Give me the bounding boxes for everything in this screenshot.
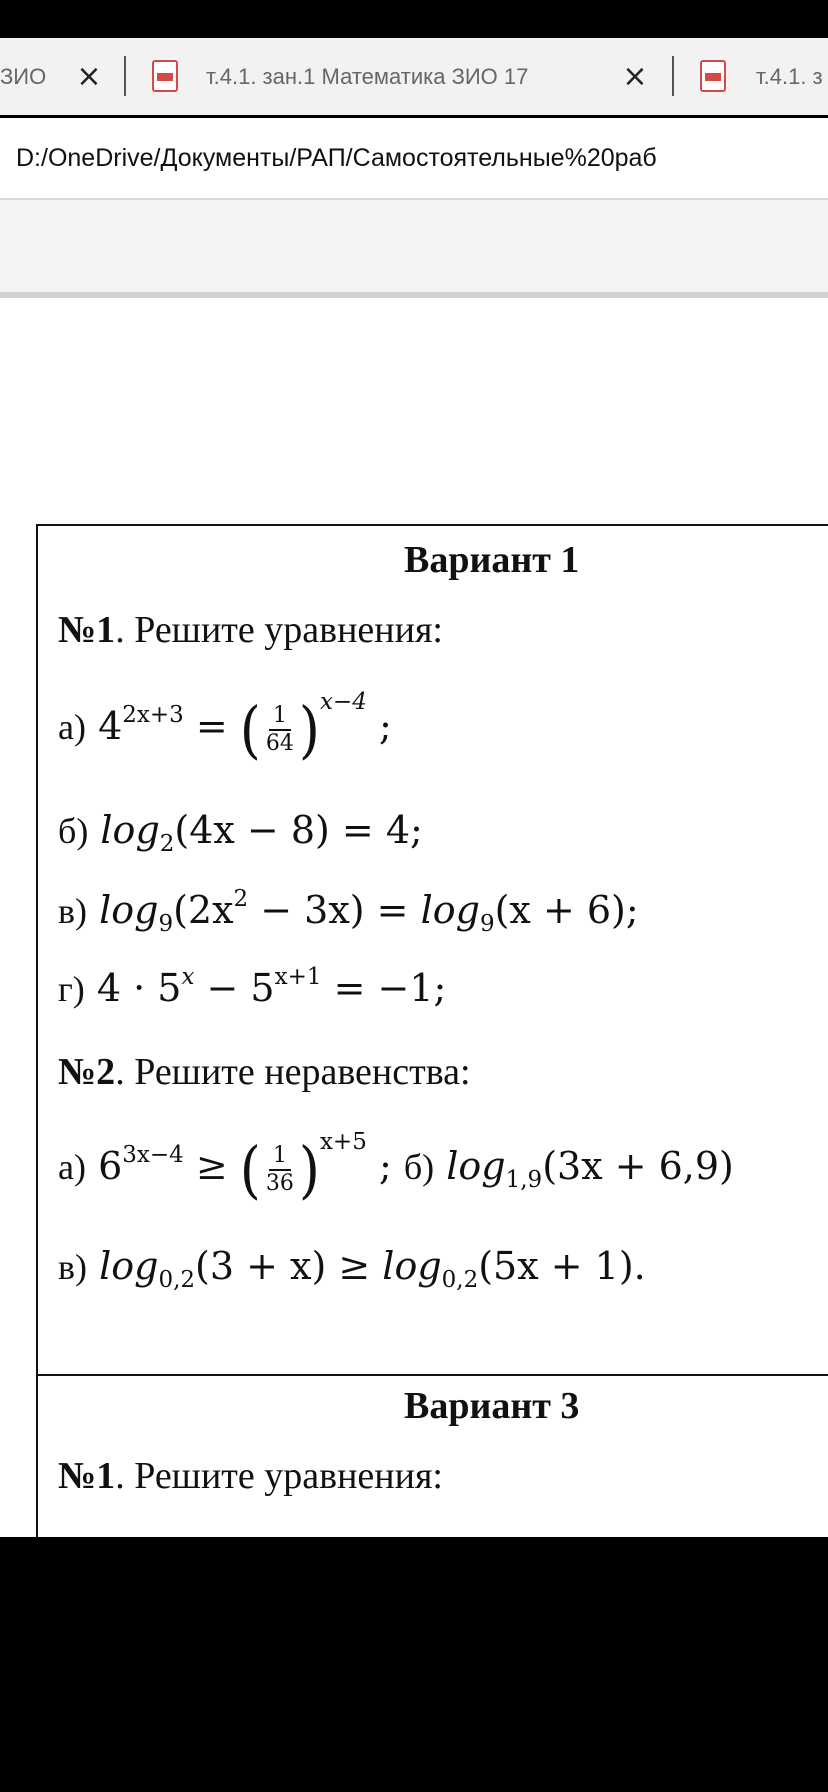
task-text: . Решите неравенства:: [115, 1051, 471, 1093]
item-label: г): [58, 969, 85, 1009]
item-label: а): [58, 707, 86, 747]
exponent: 3x−4: [122, 1141, 184, 1168]
semicolon: ;: [378, 1144, 392, 1188]
log-base: 2: [159, 831, 175, 858]
equals: =: [195, 704, 228, 748]
fraction: [262, 1143, 298, 1197]
expression: − 3x) =: [248, 888, 421, 932]
log-base: 9: [158, 911, 174, 938]
expression: (5x + 1).: [478, 1244, 646, 1288]
base: 6: [98, 1144, 123, 1188]
variant-3-title: Вариант 3: [404, 1385, 580, 1427]
task-number: №1: [58, 1455, 116, 1497]
denominator: 64: [265, 730, 294, 756]
address-text[interactable]: D:/OneDrive/Документы/РАП/Самостоятельные%20раб: [16, 144, 657, 172]
tab-1[interactable]: [0, 38, 46, 115]
log: log: [99, 1244, 159, 1288]
item-label: в): [58, 1247, 87, 1287]
item-label: б): [403, 1147, 435, 1187]
log-base: 9: [479, 911, 495, 938]
denominator: 36: [265, 1170, 294, 1196]
task-text: . Решите уравнения:: [115, 609, 443, 651]
expression: (2x: [173, 888, 234, 932]
expression: (x + 6);: [494, 888, 639, 932]
item-label: б): [58, 811, 89, 851]
equation-g: [58, 963, 447, 1010]
task-text: . Решите уравнения:: [115, 1455, 443, 1497]
pdf-icon: [700, 60, 726, 92]
variant-1-title: Вариант 1: [404, 539, 580, 581]
exponent: 2: [233, 885, 249, 912]
expression: 4 · 5: [96, 966, 182, 1010]
variant-3-task-1-heading: [58, 1454, 443, 1498]
fraction: [262, 703, 298, 757]
black-area: [0, 1537, 828, 1792]
pdf-toolbar: [0, 200, 828, 298]
base: 4: [98, 704, 123, 748]
numerator: 1: [269, 1143, 291, 1171]
exponent: x+5: [319, 1129, 367, 1155]
task-number: №1: [58, 609, 116, 651]
browser-tab-bar: [0, 38, 828, 115]
tab-2[interactable]: [206, 38, 528, 115]
log: log: [420, 888, 480, 932]
expression: (4x − 8) = 4;: [174, 808, 423, 852]
expression: − 5: [194, 966, 275, 1010]
log: log: [446, 1144, 506, 1188]
log: log: [100, 808, 160, 852]
tab-1-label: ЗИО: [0, 63, 47, 89]
log-base: 1,9: [505, 1167, 543, 1194]
tab-separator: [672, 56, 674, 96]
exponent: 2x+3: [122, 701, 184, 728]
exponent: x+1: [274, 963, 322, 990]
table-divider: [36, 1374, 828, 1376]
tab-3[interactable]: [756, 38, 823, 115]
equation-a: а) $4^{2x+3}$ = ( $\frac{1}{64}$ )$^{x-4}$ ;: [58, 689, 392, 766]
tab-separator: [124, 56, 126, 96]
tab-2-label: т.4.1. зан.1 Математика ЗИО 17: [206, 63, 529, 89]
task-2-heading: [58, 1050, 471, 1094]
task-number: №2: [58, 1051, 116, 1093]
inequality-a-b: а) $6^{3x-4}$ ≥ ( $\frac{1}{36}$ )$^{x+5}$ ; б) $\log_{1,9}(3x + 6,9)$: [58, 1129, 734, 1206]
pdf-icon: [152, 60, 178, 92]
equation-v: [58, 885, 639, 938]
expression: (3 + x) ≥: [195, 1244, 383, 1288]
expression: = −1;: [321, 966, 447, 1010]
inequality-v: [58, 1244, 646, 1294]
log-base: 0,2: [441, 1267, 479, 1294]
pdf-page: [0, 298, 828, 1537]
semicolon: ;: [378, 704, 392, 748]
greater-equal: ≥: [195, 1144, 228, 1188]
item-label: а): [58, 1147, 86, 1187]
tab-2-close-icon[interactable]: ×: [622, 58, 648, 94]
expression: (3x + 6,9): [542, 1144, 734, 1188]
numerator: 1: [269, 703, 291, 731]
address-bar[interactable]: [0, 118, 828, 200]
item-label: в): [58, 891, 87, 931]
tab-3-label: т.4.1. з: [756, 63, 823, 89]
log: log: [382, 1244, 442, 1288]
tab-1-close-icon[interactable]: ×: [76, 58, 102, 94]
exponent: x−4: [319, 689, 367, 715]
task-1-heading: [58, 608, 443, 652]
log: log: [99, 888, 159, 932]
exponent: x: [181, 963, 195, 990]
equation-b: [58, 808, 423, 858]
log-base: 0,2: [158, 1267, 196, 1294]
